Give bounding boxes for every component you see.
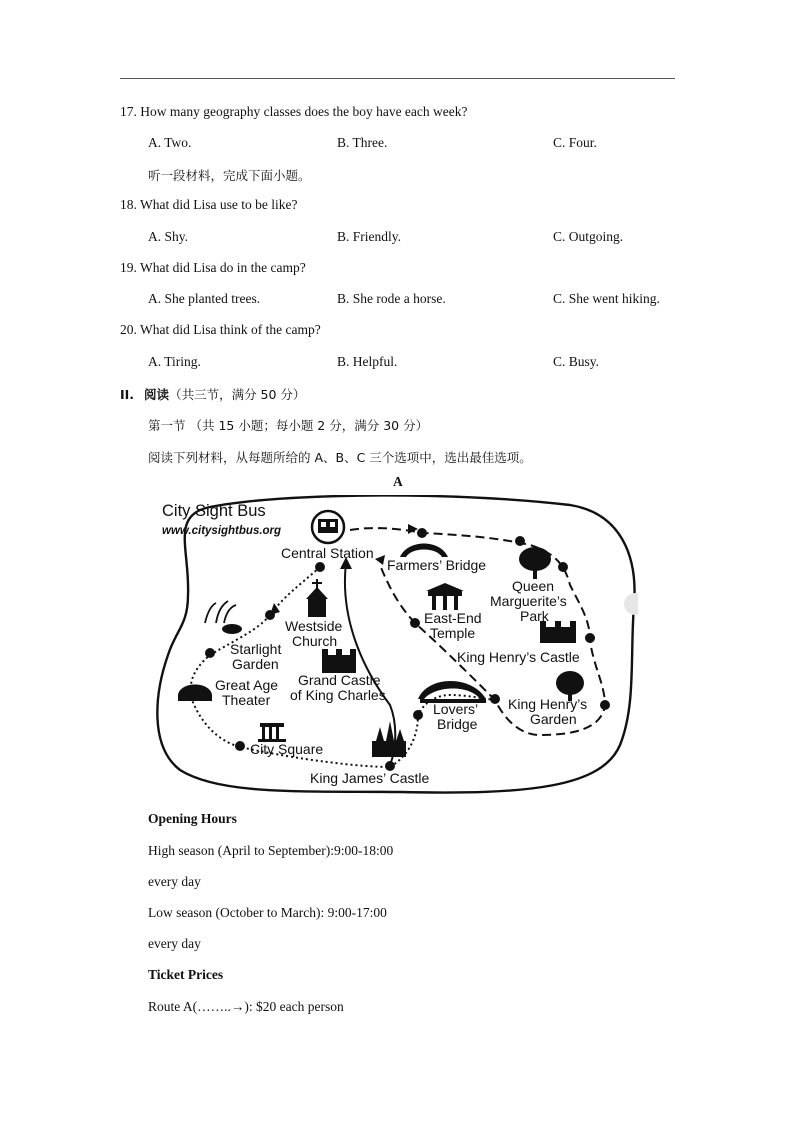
label-queen-park-3: Park [520,608,549,624]
option-20-c: C. Busy. [553,354,600,369]
listen-instruction: 听一段材料，完成下面小题。 [148,168,311,183]
label-westside-1: Westside [285,618,343,634]
low-season: Low season (October to March): 9:00-17:00 [148,905,387,920]
label-east-end-1: East-End [424,610,482,626]
high-season-every-day: every day [148,874,201,889]
lovers-bridge-icon [418,681,486,703]
option-20-a: A. Tiring. [148,354,201,369]
option-17-c: C. Four. [553,135,597,150]
castle-icon [322,649,356,673]
church-icon [306,579,328,617]
label-lovers-bridge-2: Bridge [437,716,478,732]
option-19-a: A. She planted trees. [148,291,261,306]
part-heading: 第一节 （共 15 小题；每小题 2 分，满分 30 分） [148,418,429,433]
opening-hours-heading: Opening Hours [148,811,237,826]
label-grand-castle-2: of King Charles [290,687,386,703]
label-city-square: City Square [250,741,324,757]
section-title: 阅读 [144,387,170,402]
map-title: City Sight Bus [162,502,266,520]
label-farmers-bridge: Farmers’ Bridge [387,557,487,573]
stop-dot [600,700,610,710]
label-king-henry-garden-1: King Henry’s [508,696,588,712]
label-king-james-castle: King James’ Castle [310,770,430,786]
label-king-henry-castle: King Henry’s Castle [457,649,580,665]
stop-dot [315,562,325,572]
stop-dot [410,618,420,628]
theater-icon [178,685,212,702]
label-theater-2: Theater [222,692,271,708]
stop-dot [585,633,595,643]
label-starlight-1: Starlight [230,641,282,657]
header-rule [120,78,675,79]
question-17: 17. How many geography classes does the boy have each week? [120,104,468,119]
route-dashed-arrow-icon [375,555,385,565]
question-20: 20. What did Lisa think of the camp? [120,322,321,337]
train-station-icon [312,511,344,543]
label-theater-1: Great Age [215,677,279,693]
option-17-b: B. Three. [337,135,388,150]
stop-dot [515,536,525,546]
label-queen-park-2: Marguerite’s [490,593,567,609]
reading-instruction: 阅读下列材料，从每题所给的 A、B、C 三个选项中，选出最佳选项。 [148,450,532,465]
passage-label: A [393,474,403,489]
route-dashed-arrow-2-icon [408,524,418,534]
garden-swan-icon [205,601,242,634]
temple-icon [426,583,464,610]
stop-dot [205,648,215,658]
stop-dot [413,710,423,720]
label-queen-park-1: Queen [512,578,555,594]
stop-dot [558,562,568,572]
option-18-b: B. Friendly. [337,229,401,244]
map-svg [150,495,636,797]
label-central-station: Central Station [281,545,374,561]
question-18: 18. What did Lisa use to be like? [120,197,298,212]
city-sight-bus-map [150,495,636,797]
option-19-c: C. She went hiking. [553,291,660,306]
option-18-c: C. Outgoing. [553,229,624,244]
label-starlight-2: Garden [232,656,279,672]
city-square-icon [258,723,286,742]
section-heading [120,385,305,403]
stop-dot [265,610,275,620]
option-18-a: A. Shy. [148,229,189,244]
tree-icon [519,547,551,579]
route-a-price: Route A(……..→): $20 each person [148,999,344,1014]
ticket-prices-heading: Ticket Prices [148,967,224,982]
bridge-icon [400,544,448,558]
label-east-end-2: Temple [430,625,476,641]
label-grand-castle-1: Grand Castle [298,672,381,688]
stop-dot [490,694,500,704]
question-19: 19. What did Lisa do in the camp? [120,260,306,275]
option-19-b: B. She rode a horse. [337,291,446,306]
section-score: （共三节，满分 50 分） [169,387,306,402]
king-henry-castle-icon [540,621,576,643]
king-james-castle-icon [372,721,406,757]
label-lovers-bridge-1: Lovers’ [433,701,479,717]
high-season: High season (April to September):9:00-18:00 [148,843,394,858]
label-king-henry-garden-2: Garden [530,711,577,727]
low-season-every-day: every day [148,936,201,951]
stop-dot [235,741,245,751]
option-20-b: B. Helpful. [337,354,398,369]
stop-dot [417,528,427,538]
map-url: www.citysightbus.org [162,525,282,537]
option-17-a: A. Two. [148,135,192,150]
label-westside-2: Church [292,633,338,649]
section-numeral: II. [120,387,135,402]
